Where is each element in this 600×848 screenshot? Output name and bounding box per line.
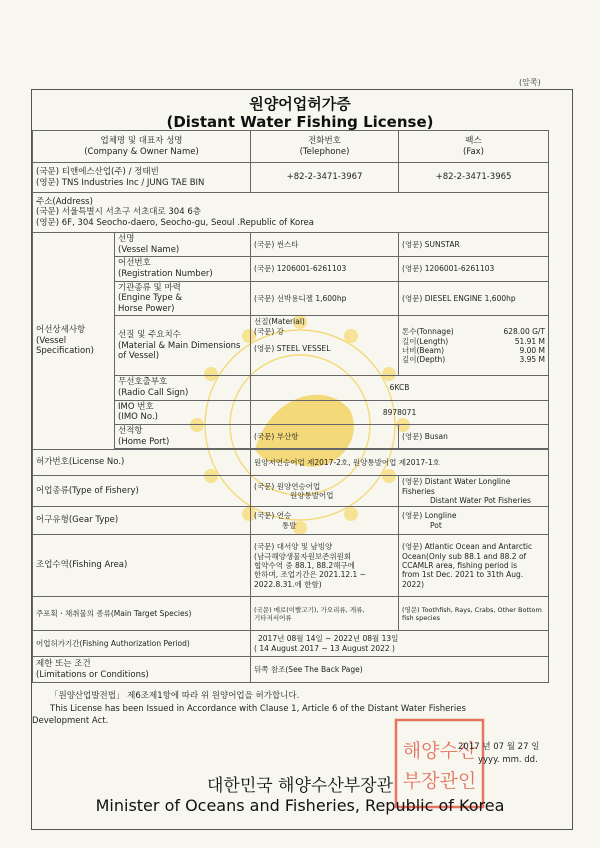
fax-header: 팩스 (Fax) [399, 131, 549, 163]
length-value: 51.91 M [514, 336, 546, 346]
vessel-name-label: 선명 (Vessel Name) [115, 233, 251, 257]
fishery-type-row [33, 476, 549, 507]
gear-type-ko: (국문) 연승 통발 [251, 507, 399, 535]
conditions-label: 제한 또는 조건 (Limitations or Conditions) [33, 657, 251, 683]
period-row [33, 631, 549, 657]
period-label: 어업허가기간(Fishing Authorization Period) [33, 631, 251, 657]
vessel-name-row [33, 233, 549, 257]
gear-type-en: (영문) Longline Pot [399, 507, 549, 535]
fishery-type-ko: (국문) 원양연승어업 원양통발어업 [251, 476, 399, 507]
registration-en: (영문) 1206001-6261103 [399, 257, 549, 281]
front-side-label: (앞쪽) [519, 78, 541, 87]
radio-call-label: 무선호출부호 (Radio Call Sign) [115, 376, 251, 400]
tonnage-value: 628.00 G/T [503, 327, 546, 337]
gear-type-row [33, 507, 549, 535]
species-en: (영문) Toothfish, Rays, Crabs, Other Bottom fish species [399, 597, 549, 631]
material-value: 선질(Material) (국문) 강 (영문) STEEL VESSEL [251, 316, 399, 376]
header-row [33, 131, 549, 163]
home-port-ko: (국문) 부산항 [251, 424, 399, 448]
vessel-name-en: (영문) SUNSTAR [399, 233, 549, 257]
species-ko: (국문) 메로(이빨고기), 가오리류, 게류, 기타저서어류 [251, 597, 399, 631]
dimensions-value: 톤수(Tonnage) 628.00 G/T 길이(Length) 51.91 M 너비(Beam) 9.00 M 깊이(Depth) 3.95 M [399, 316, 549, 376]
telephone-value: +82-2-3471-3967 [251, 163, 399, 193]
company-row [33, 163, 549, 193]
conditions-row [33, 657, 549, 683]
company-header: 업체명 및 대표자 성명 (Company & Owner Name) [33, 131, 251, 163]
engine-en: (영문) DIESEL ENGINE 1,600hp [399, 281, 549, 316]
address-en: 6F, 304 Seocho-daero, Seocho-gu, Seoul .Republic of Korea [61, 217, 314, 228]
material-label: 선질 및 주요치수 (Material & Main Dimensions of Vessel) [115, 316, 251, 376]
species-row [33, 597, 549, 631]
legal-basis-en-1: This License has been Issued in Accordance with Clause 1, Article 6 of the Distant Water Fisheries [50, 704, 466, 714]
telephone-header: 전화번호 (Telephone) [251, 131, 399, 163]
address-row [33, 193, 549, 233]
home-port-en: (영문) Busan [399, 424, 549, 448]
title-korean: 원양어업허가증 [249, 95, 351, 113]
vessel-spec-section: 어선상세사항 (Vessel Specification) [33, 233, 115, 450]
imo-value: 8978071 [251, 400, 549, 424]
beam-value: 9.00 M [519, 345, 546, 355]
minister-english: Minister of Oceans and Fisheries, Republic of Korea [95, 796, 505, 815]
conditions-value: 뒤쪽 참조(See The Back Page) [251, 657, 549, 683]
issue-date: 2017 년 07 월 27 일 [458, 742, 540, 752]
license-table [32, 130, 549, 683]
address-cell: 주소(Address) (국문) 서울특별시 서초구 서초대로 304 6층 (영문) 6F, 304 Seocho-daero, Seocho-gu, Seoul .Republic of Korea [33, 193, 549, 233]
fishery-type-label: 어업종류(Type of Fishery) [33, 476, 251, 507]
radio-call-value: 6KCB [251, 376, 549, 400]
license-no-row [33, 450, 549, 476]
fishery-type-en: (영문) Distant Water Longline Fisheries Distant Water Pot Fisheries [399, 476, 549, 507]
period-value: 2017년 08월 14일 ~ 2022년 08월 13일 ( 14 August 2017 ~ 13 August 2022 ) [251, 631, 549, 657]
gear-type-label: 어구유형(Gear Type) [33, 507, 251, 535]
species-label: 주포획ㆍ채취물의 종류(Main Target Species) [33, 597, 251, 631]
fax-value: +82-2-3471-3965 [399, 163, 549, 193]
imo-label: IMO 번호 (IMO No.) [115, 400, 251, 424]
home-port-label: 선적항 (Home Port) [115, 424, 251, 448]
depth-value: 3.95 M [519, 355, 546, 365]
registration-label: 어선번호 (Registration Number) [115, 257, 251, 281]
company-name-cell: (국문) 티앤에스산업(주) / 정태빈 (영문) TNS Industries Inc / JUNG TAE BIN [33, 163, 251, 193]
seal-text-2: 부장관인 [402, 770, 477, 792]
company-name-en: TNS Industries Inc / JUNG TAE BIN [61, 177, 205, 188]
legal-basis-en-2: Development Act. [32, 716, 109, 726]
title-english: (Distant Water Fishing License) [166, 113, 434, 131]
company-name-ko: 티앤에스산업(주) / 정태빈 [61, 166, 159, 177]
date-format: yyyy. mm. dd. [478, 755, 538, 765]
fishing-area-en: (영문) Atlantic Ocean and Antarctic Ocean(Only sub 88.1 and 88.2 of CCAMLR area, fishing period is from 1st Dec. 2021 to 31th Aug. 2022) [399, 535, 549, 597]
license-no-value: 원양저연승어업 제2017-2호, 원양통발어업 제2017-1호 [251, 450, 549, 476]
fishing-area-ko: (국문) 대서양 및 남빙양 (남극해양생물자원보존위원회 협약수역 중 88.1, 88.2해구에 한하며, 조업기간은 2021.12.1 ~ 2022.8.31.에 한함) [251, 535, 399, 597]
license-no-label: 허가번호(License No.) [33, 450, 251, 476]
registration-ko: (국문) 1206001-6261103 [251, 257, 399, 281]
fishing-area-label: 조업수역(Fishing Area) [33, 535, 251, 597]
address-ko: 서울특별시 서초구 서초대로 304 6층 [61, 207, 201, 218]
minister-korean: 대한민국 해양수산부장관 [206, 776, 394, 796]
engine-label: 기관종류 및 마력 (Engine Type & Horse Power) [115, 281, 251, 316]
fishing-area-row [33, 535, 549, 597]
seal-text-1: 해양수산 [402, 740, 477, 762]
vessel-name-ko: (국문) 썬스타 [251, 233, 399, 257]
legal-basis-ko: 「원양산업발전법」 제6조제1항에 따라 위 원양어업을 허가합니다. [50, 691, 300, 701]
engine-ko: (국문) 선박용디젤 1,600hp [251, 281, 399, 316]
